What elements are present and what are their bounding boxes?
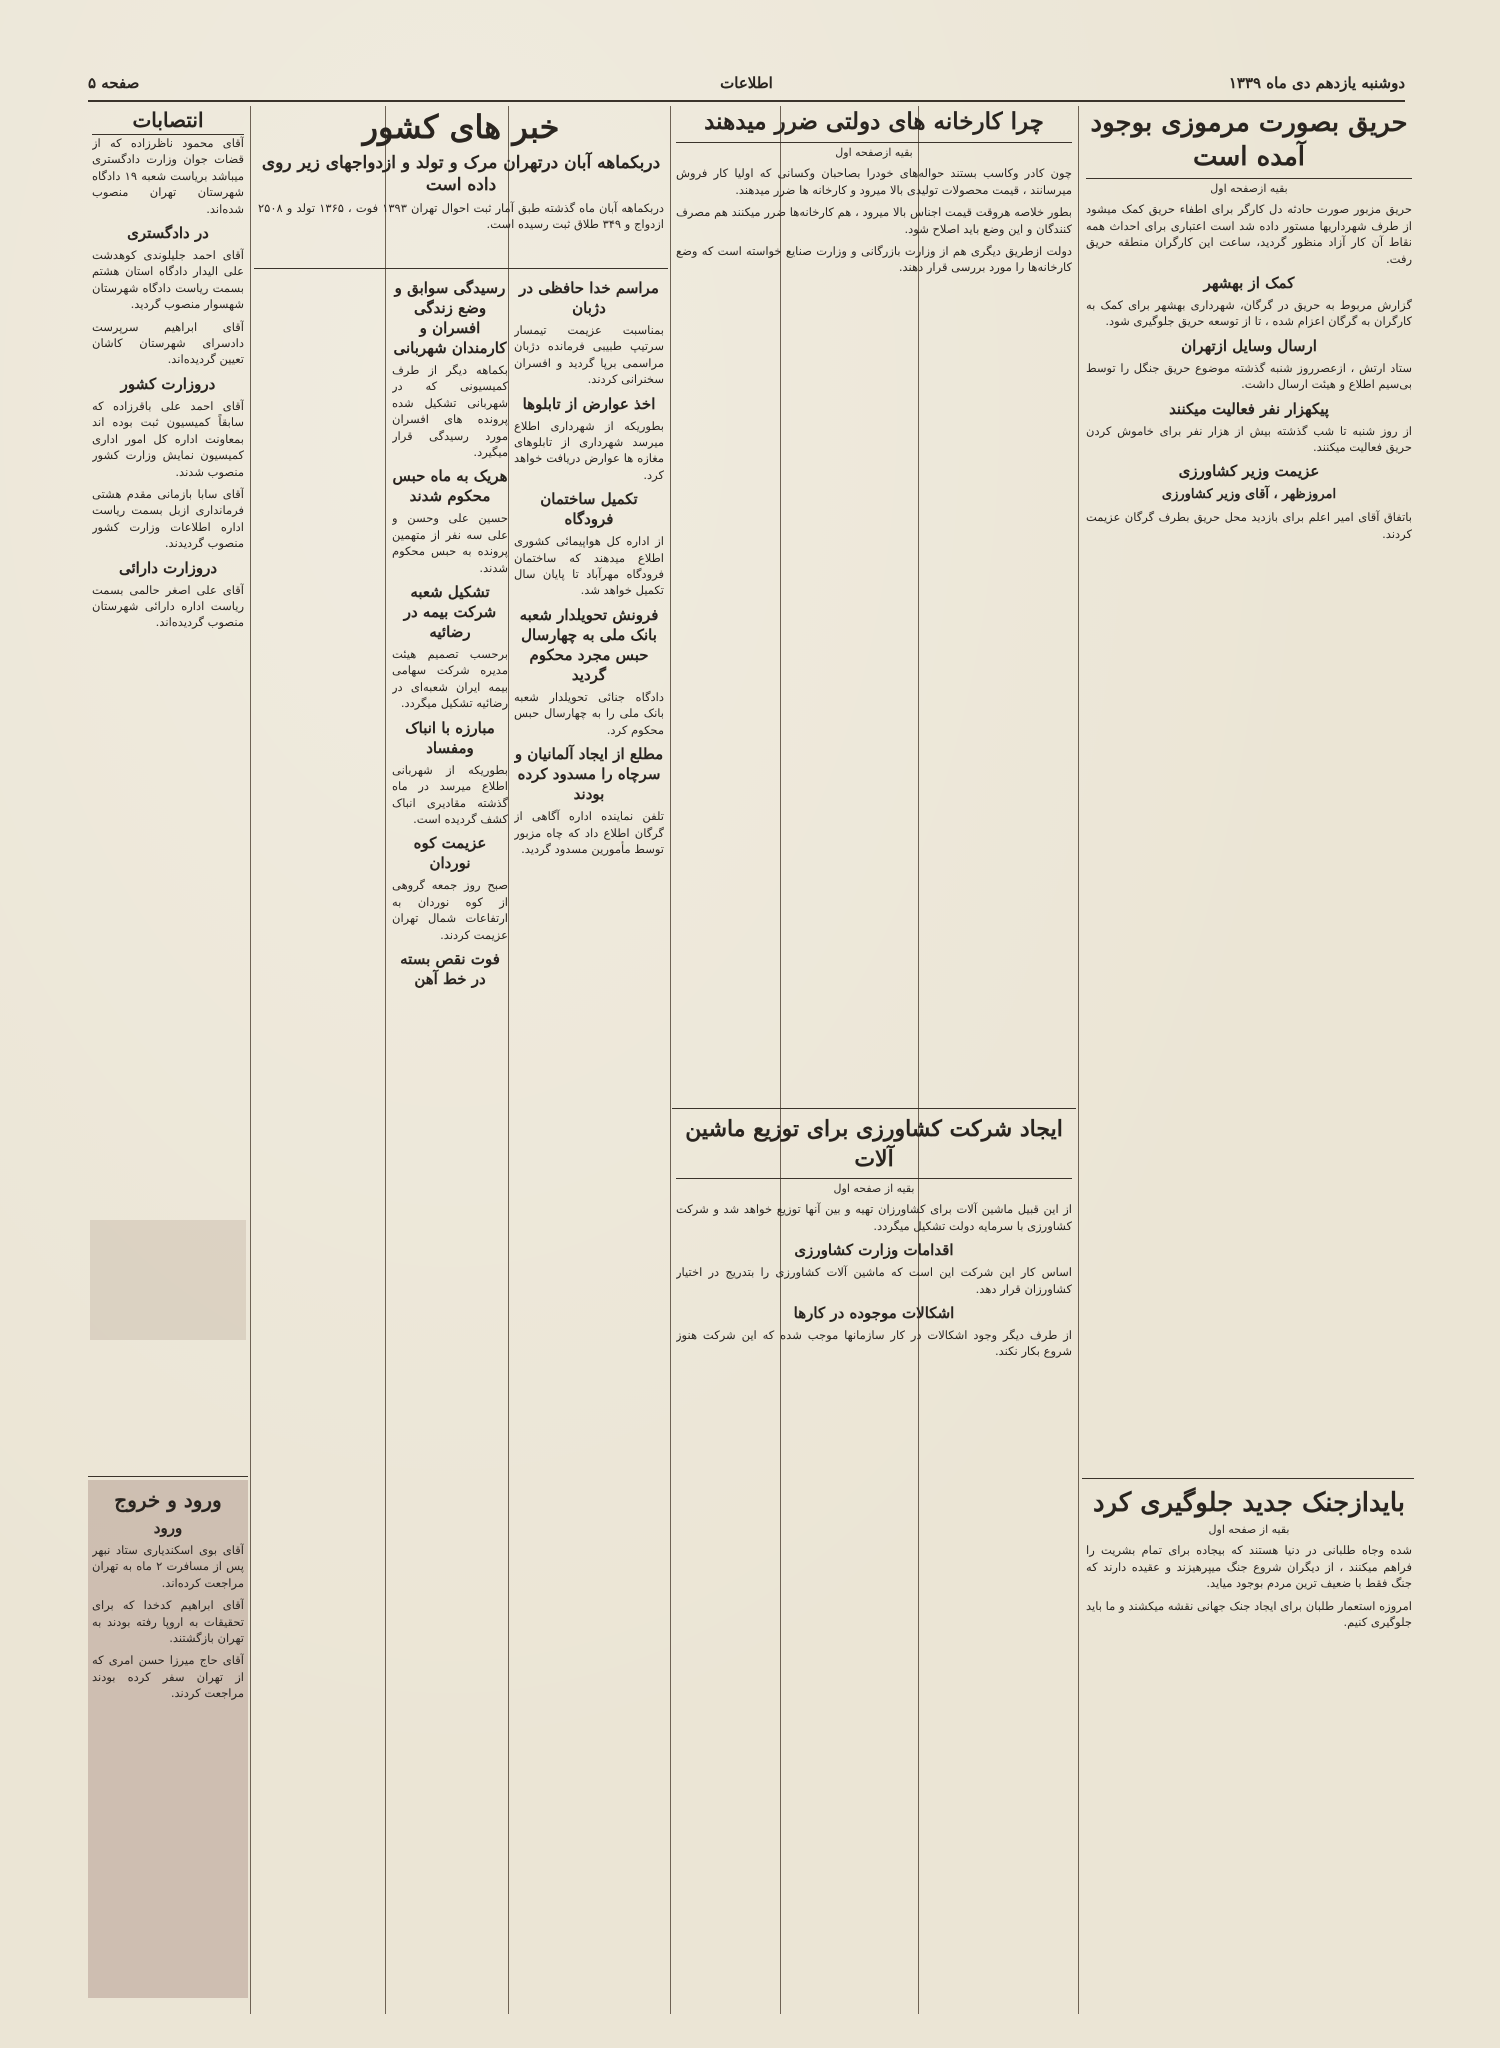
section-divider	[1082, 1478, 1414, 1479]
article-subheading: اقدامات وزارت کشاورزی	[794, 1241, 954, 1260]
article-subheading: مبارزه با انباک ومفساد	[405, 718, 495, 757]
fire-headline: حریق بصورت مرموزی بوجود آمده است	[1086, 106, 1412, 179]
country-news-title: خبر های کشور	[362, 108, 560, 146]
article-subheading: مطلع از ایجاد آلمانیان و سرچاه را مسدود کرده بودند	[514, 745, 664, 804]
country-news-header	[258, 106, 664, 264]
article-paragraph: از طرف دیگر وجود اشکالات در کار سازمانها موجب شده که این شرکت هنوز شروع بکار نکند.	[676, 1328, 1072, 1359]
column-rule	[1078, 106, 1079, 2014]
continued-note: بقیه از صفحه اول	[1208, 1523, 1290, 1536]
article-paragraph: از این قبیل ماشین آلات برای کشاورزان تهیه و بین آنها توزیع خواهد شد و شرکت کشاورزی با سرمایه دولت تشکیل میگردد.	[676, 1202, 1072, 1233]
continued-note: بقیه از صفحه اول	[833, 1182, 915, 1195]
issue-date: دوشنبه یازدهم دی ماه ۱۳۳۹	[1228, 74, 1405, 92]
war-headline: بایدازجنک جدید جلوگیری کرد	[1092, 1488, 1406, 1518]
tinted-clipping-area	[90, 1220, 246, 1340]
article-subheading: اشکالات موجوده در کارها	[793, 1304, 955, 1323]
article-subheading: اخذ عوارض از تابلوها	[522, 394, 656, 413]
article-paragraph: از اداره کل هواپیمائی کشوری اطلاع میدهند که ساختمان فرودگاه مهرآباد تا پایان سال تکمیل خواهد شد.	[514, 534, 664, 598]
article-paragraph: بطوریکه از شهرداری اطلاع میرسد شهرداری از تابلوهای مغازه ها عوارض دریافت خواهد کرد.	[514, 418, 664, 482]
article-paragraph: شده وجاه طلبانی در دنیا هستند که بیجاده برای تمام بشریت را فراهم میکنند ، از دیگران شروع جنگ میپرهیزند و عقیده دارند که جنگ فقط با ضعیف ترین مردم بوجود میاید.	[1086, 1543, 1412, 1591]
column-rule	[670, 106, 671, 2014]
article-paragraph: آقای علی اصغر حالمی بسمت ریاست اداره دارائی شهرستان منصوب گردیده‌اند.	[92, 582, 244, 630]
page-number: صفحه ۵	[88, 74, 140, 92]
article-paragraph: آقای احمد علی باقرزاده که سابقاً کمیسیون ثبت بوده اند بمعاونت اداره کل امور اداری کمیسیون نمایش وزارت کشور منصوب شدند.	[92, 398, 244, 479]
section-divider	[672, 1108, 1076, 1109]
article-paragraph: بکماهه دیگر از طرف کمیسیونی که در شهربانی تشکیل شده پرونده های افسران مورد رسیدگی قرار میگیرد.	[392, 363, 508, 460]
article-subheading: تشکیل شعبه شرکت بیمه در رضائیه	[403, 583, 497, 642]
article-subheading: تکمیل ساختمان فرودگاه	[540, 490, 638, 529]
article-paragraph: بطوریکه از شهربانی اطلاع میرسد در ماه گذشته مقادیری انباک کشف گردیده است.	[392, 762, 508, 826]
continued-note: بقیه ازصفحه اول	[835, 146, 913, 159]
article-subheading: مراسم خدا حافظی در دژبان	[519, 279, 659, 317]
article-paragraph: دربکماهه آبان ماه گذشته طبق آمار ثبت احوال تهران ۱۳۹۳ فوت ، ۱۳۶۵ تولد و ۲۵۰۸ ازدواج و ۳۴۹ طلاق ثبت رسیده است.	[258, 201, 664, 232]
article-paragraph: امروزه استعمار طلبان برای ایجاد جنک جهانی نقشه میکشند و ما باید جلوگیری کنیم.	[1086, 1598, 1412, 1630]
folio-bar	[88, 70, 1405, 102]
article-subheading: عزیمت کوه نوردان	[413, 834, 487, 873]
article-paragraph: از روز شنبه تا شب گذشته بیش از هزار نفر برای خاموش کردن حریق فعالیت میکنند.	[1086, 423, 1412, 455]
article-paragraph: اساس کار این شرکت این است که ماشین آلات کشاورزی را بتدریج در اختیار کشاورزان قرار دهد.	[676, 1265, 1072, 1296]
article-paragraph: آقای سابا بازمانی مقدم هشتی فرمانداری ازبل بسمت ریاست اداره اطلاعات وزارت کشور منصوب گردیدند.	[92, 486, 244, 551]
column-rule	[385, 106, 386, 2014]
agriculture-headline: ایجاد شرکت کشاورزی برای توزیع ماشین آلات	[676, 1114, 1072, 1179]
article-subheading: دروزارت کشور	[120, 374, 216, 393]
article-paragraph: بمناسبت عزیمت تیمسار سرتیپ طبیبی فرمانده دژبان مراسمی برپا گردید و افسران سخنرانی کردند.	[514, 323, 664, 387]
article-subheading: پیکهزار نفر فعالیت میکنند	[1169, 399, 1329, 418]
article-paragraph: آقای بوی اسکندیاری ستاد نبهر پس از مسافرت ۲ ماه به تهران مراجعت کرده‌اند.	[92, 1543, 244, 1590]
article-paragraph: بطور خلاصه هروقت قیمت اجناس بالا میرود ، هم کارخانه‌ها ضرر میکنند هم مصرف کنندگان و این وضع باید اصلاح شود.	[676, 205, 1072, 236]
article-paragraph: آقای ابراهیم کدخدا که برای تحقیقات به اروپا رفته بودند به تهران بازگشتند.	[92, 1598, 244, 1646]
article-subheading: عزیمت وزیر کشاورزی	[1178, 462, 1320, 481]
article-paragraph: برحسب تصمیم هیئت مدیره شرکت سهامی بیمه ایران شعبه‌ای در رضائیه تشکیل میگردد.	[392, 647, 508, 711]
arrivals-title: ورود و خروج	[114, 1488, 222, 1512]
article-subheading: فرونش تحویلدار شعبه بانک ملی به چهارسال حبس مجرد محکوم گردید	[519, 605, 659, 684]
article-paragraph: دادگاه جنائی تحویلدار شعبه بانک ملی را به چهارسال حبس محکوم کرد.	[514, 689, 664, 737]
continued-note: بقیه ازصفحه اول	[1210, 182, 1288, 195]
article-paragraph: آقای محمود ناظرزاده که از قضات جوان وزارت دادگستری میباشد بریاست شعبه ۱۹ دادگاه شهرستان تهران منصوب شده‌اند.	[92, 136, 244, 216]
article-paragraph: باتفاق آقای امیر اعلم برای بازدید محل حریق بطرف گرگان عزیمت کردند.	[1086, 510, 1412, 541]
article-subheading: هریک به ماه حبس محکوم شدند	[392, 467, 508, 506]
article-subheading: ورود	[153, 1519, 183, 1537]
article-subheading: ارسال وسایل ازتهران	[1181, 336, 1317, 355]
appointments-title: انتصابات	[92, 106, 244, 135]
article-paragraph: چون کادر وکاسب بستند حواله‌های خودرا بصاحبان وکسانی که اولیا کار فروش میرسانند ، قیمت محصولات تولیدی بالا میرود و کارخانه ها ضرر میدهند.	[676, 166, 1072, 197]
factories-article	[676, 106, 1072, 1116]
article-paragraph: دولت ازطریق دیگری هم از وزارت بازرگانی و وزارت صنایع خواسته است که وضع کارخانه‌ها را مورد بررسی قرار دهند.	[676, 244, 1072, 275]
article-paragraph: صبح روز جمعه گروهی از کوه نوردان به ارتفاعات شمال تهران عزیمت کردند.	[392, 878, 508, 942]
factories-headline: چرا کارخانه های دولتی ضرر میدهند	[676, 106, 1072, 143]
article-paragraph: حسین علی وحسن و علی سه نفر از متهمین پرونده به حبس محکوم شدند.	[392, 511, 508, 575]
section-divider	[254, 268, 668, 269]
section-divider	[88, 1476, 248, 1477]
fire-article	[1086, 106, 1412, 1486]
arrivals-column	[92, 1486, 244, 1996]
article-subheading: دروزارت دارائی	[118, 558, 218, 577]
column-rule	[508, 106, 509, 2014]
article-subheading: کمک از بهشهر	[1203, 274, 1295, 293]
article-paragraph: ستاد ارتش ، ازعصرروز شنبه گذشته موضوع حریق جنگل را توسط بی‌سیم اطلاع و هیئت ارسال داشت.	[1086, 360, 1412, 392]
article-subheading: دربکماهه آبان درتهران مرک و تولد و ازدواجهای زیر روی داده است	[261, 153, 661, 195]
article-paragraph: آقای ابراهیم سرپرست دادسرای شهرستان کاشان تعیین گردیده‌اند.	[92, 319, 244, 367]
article-paragraph: تلفن نماینده اداره آگاهی از گرگان اطلاع داد که چاه مزبور توسط مأمورین مسدود گردید.	[514, 809, 664, 856]
article-subheading: در دادگستری	[127, 224, 209, 243]
country-news-column-right	[514, 274, 664, 2004]
article-paragraph: آقای حاج میرزا حسن امری که از تهران سفر کرده بودند مراجعت کردند.	[92, 1653, 244, 1701]
agriculture-article	[676, 1114, 1072, 2006]
article-paragraph: آقای احمد جلیلوندی کوهدشت علی الیدار دادگاه استان هشتم بسمت ریاست دادگاه شهرستان شهسوار منصوب گردید.	[92, 248, 244, 312]
article-subheading: رسیدگی سوابق و وضع زندگی افسران و کارمندان شهربانی	[393, 279, 507, 357]
column-rule	[250, 106, 251, 2014]
newspaper-name: اطلاعات	[720, 74, 773, 92]
article-paragraph: حریق مزبور صورت حادثه دل کارگر برای اطفاء حریق کمک میشود از طرف شهرداریها مستور داده شد است اعتباری برای احداث همه نقاط آن کار آزاد منظور گردید، ساعت این کارگران منطقه حریق رفت.	[1086, 202, 1412, 266]
article-subheading: امروزظهر ، آقای وزیر کشاورزی	[1161, 487, 1337, 503]
article-subheading: فوت نقص بسته در خط آهن	[400, 949, 500, 988]
article-paragraph: گزارش مربوط به حریق در گرگان، شهرداری بهشهر برای کمک به کارگران به گرگان اعزام شده ، تا از توسعه حریق جلوگیری شود.	[1086, 298, 1412, 329]
country-news-column-left	[392, 274, 508, 2004]
war-article	[1086, 1486, 1412, 2006]
